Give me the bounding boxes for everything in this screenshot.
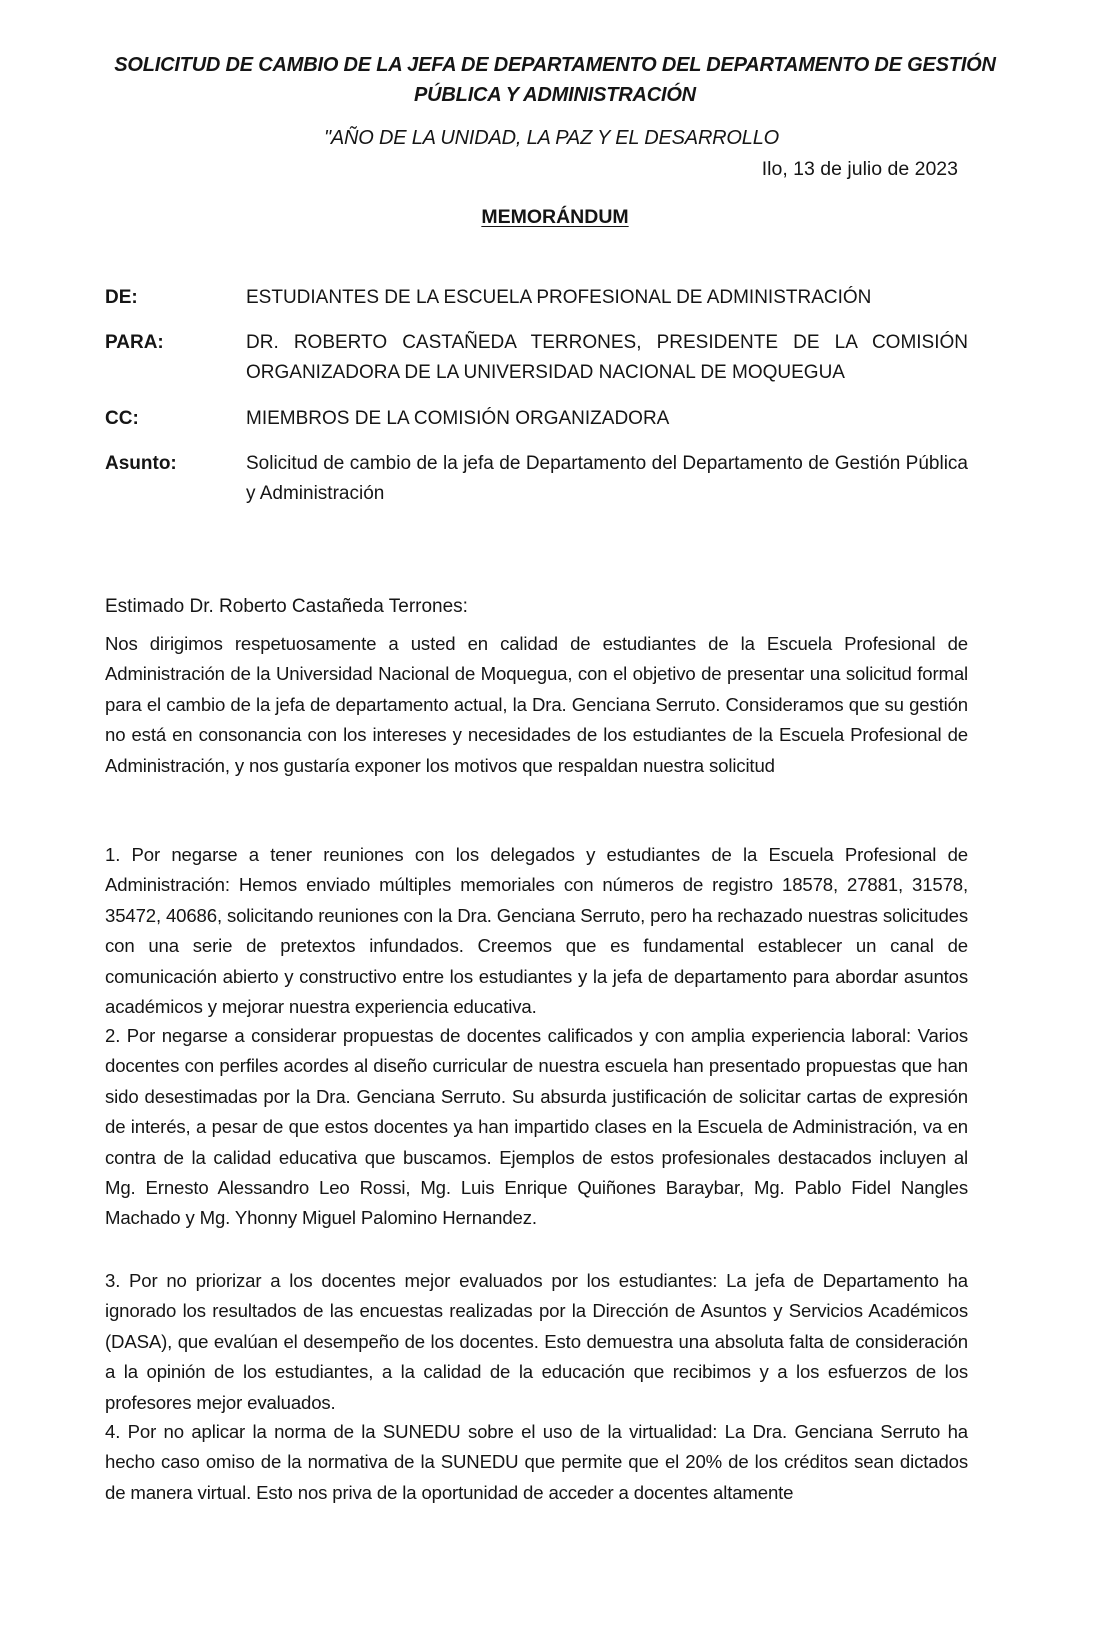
document-type (80, 206, 1030, 229)
cc-label: CC: (105, 408, 139, 429)
asunto-label: Asunto: (105, 453, 177, 474)
document-date: Ilo, 13 de julio de 2023 (761, 158, 958, 180)
cc-value: MIEMBROS DE LA COMISIÓN ORGANIZADORA (246, 408, 670, 429)
point-3-paragraph: 3. Por no priorizar a los docentes mejor evaluados por los estudiantes: La jefa de Departamento ha ignorado los resultados de las encuestas realizadas por la Dirección de Asuntos y Servicios Académicos (DASA), que evalúan el desempeño de los docentes. Esto demuestra una absoluta falta de consideración a la opinión de los estudiantes, a la calidad de la educación que recibimos y a los esfuerzos de los profesores mejor evaluados. (105, 1270, 968, 1413)
point-1-paragraph: 1. Por negarse a tener reuniones con los delegados y estudiantes de la Escuela Profesional de Administración: Hemos enviado múltiples memoriales con números de registro 18578, 27881, 31578, 35472, 40686, solicitando reuniones con la Dra. Genciana Serruto, pero ha rechazado nuestras solicitudes con una serie de pretextos infundados. Creemos que es fundamental establecer un canal de comunicación abierto y constructivo entre los estudiantes y la jefa de departamento para abordar asuntos académicos y mejorar nuestra experiencia educativa. (105, 844, 968, 1018)
salutation: Estimado Dr. Roberto Castañeda Terrones: (105, 596, 468, 617)
de-value: ESTUDIANTES DE LA ESCUELA PROFESIONAL DE ADMINISTRACIÓN (246, 287, 872, 308)
para-value: DR. ROBERTO CASTAÑEDA TERRONES, PRESIDENTE DE LA COMISIÓN ORGANIZADORA DE LA UNIVERSIDAD NACIONAL DE MOQUEGUA (246, 332, 968, 383)
point-2-paragraph: 2. Por negarse a considerar propuestas de docentes calificados y con amplia experiencia laboral: Varios docentes con perfiles acordes al diseño curricular de nuestra escuela han presentado propuestas que han sido desestimadas por la Dra. Genciana Serruto. Su absurda justificación de solicitar cartas de expresión de interés, a pesar de que estos docentes ya han impartido clases en la Escuela de Administración, va en contra de la calidad educativa que buscamos. Ejemplos de estos profesionales destacados incluyen al Mg. Ernesto Alessandro Leo Rossi, Mg. Luis Enrique Quiñones Baraybar, Mg. Pablo Fidel Nangles Machado y Mg. Yhonny Miguel Palomino Hernandez. (105, 1025, 968, 1229)
intro-paragraph: Nos dirigimos respetuosamente a usted en calidad de estudiantes de la Escuela Profesional de Administración de la Universidad Nacional de Moquegua, con el objetivo de presentar una solicitud formal para el cambio de la jefa de departamento actual, la Dra. Genciana Serruto. Consideramos que su gestión no está en consonancia con los intereses y necesidades de los estudiantes de la Escuela Profesional de Administración, y nos gustaría exponer los motivos que respaldan nuestra solicitud (105, 633, 968, 776)
asunto-value: Solicitud de cambio de la jefa de Departamento del Departamento de Gestión Pública y Administración (246, 453, 968, 504)
year-motto: "AÑO DE LA UNIDAD, LA PAZ Y EL DESARROLLO (324, 127, 779, 149)
document-type-text: MEMORÁNDUM (481, 206, 629, 228)
document-title: SOLICITUD DE CAMBIO DE LA JEFA DE DEPARTAMENTO DEL DEPARTAMENTO DE GESTIÓN PÚBLICA Y ADMINISTRACIÓN (114, 54, 996, 106)
point-4-paragraph: 4. Por no aplicar la norma de la SUNEDU sobre el uso de la virtualidad: La Dra. Genciana Serruto ha hecho caso omiso de la normativa de la SUNEDU que permite que el 20% de los créditos sean dictados de manera virtual. Esto nos priva de la oportunidad de acceder a docentes altamente (105, 1421, 968, 1503)
de-label: DE: (105, 287, 138, 308)
para-label: PARA: (105, 332, 164, 353)
